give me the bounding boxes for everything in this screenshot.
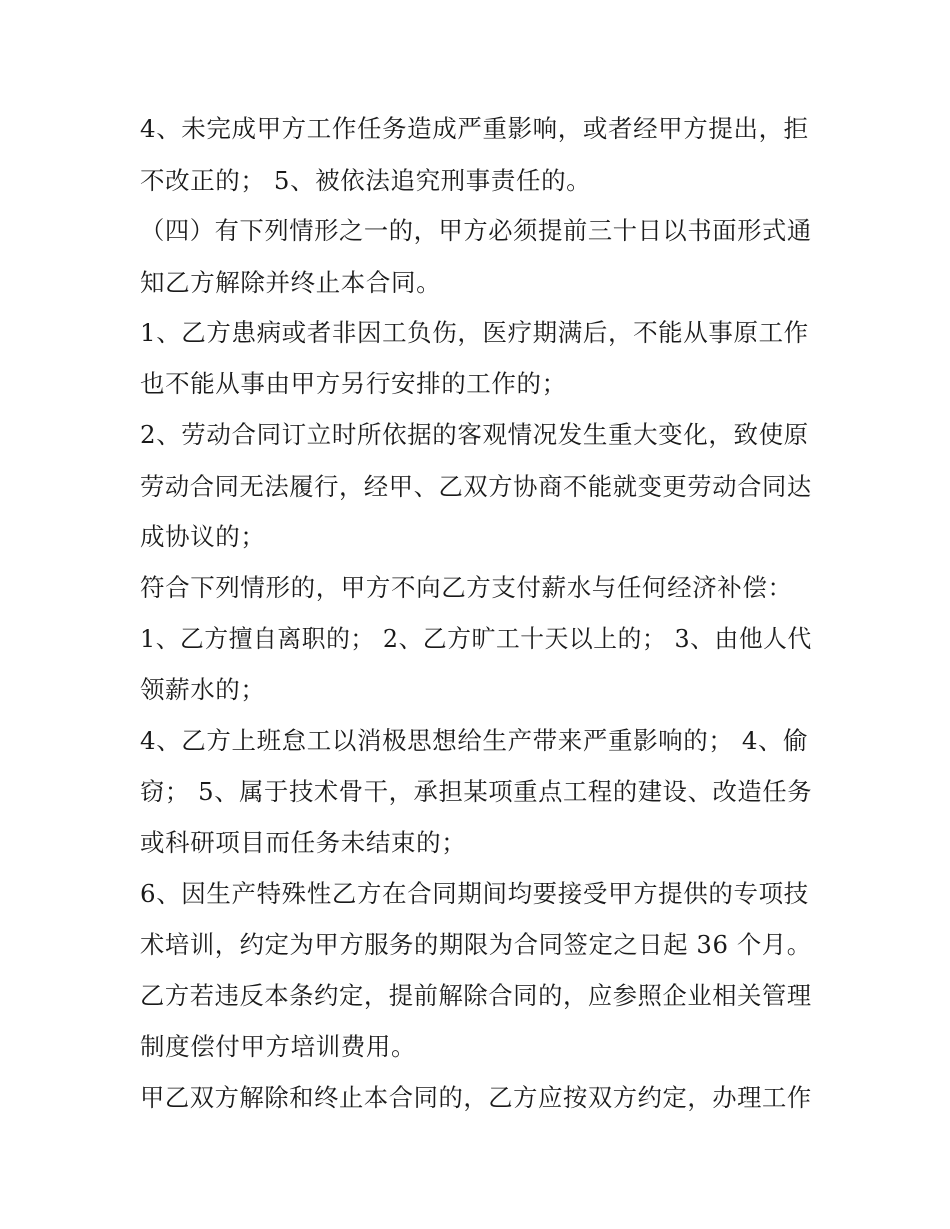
text-line: 不改正的； 5、被依法追究刑事责任的。 [140, 166, 592, 195]
text-line: 6、因生产特殊性乙方在合同期间均要接受甲方提供的专项技 [140, 879, 809, 908]
text-line: 2、劳动合同订立时所依据的客观情况发生重大变化，致使原 [140, 420, 809, 449]
text-line: 甲乙双方解除和终止本合同的，乙方应按双方约定，办理工作 [140, 1083, 812, 1112]
text-line: 1、乙方擅自离职的； 2、乙方旷工十天以上的； 3、由他人代 [140, 624, 812, 653]
text-line: 窃； 5、属于技术骨干，承担某项重点工程的建设、改造任务 [140, 777, 813, 806]
text-line: 也不能从事由甲方另行安排的工作的； [140, 369, 567, 398]
text-line: 或科研项目而任务未结束的； [140, 828, 467, 857]
text-line: 乙方若违反本条约定，提前解除合同的，应参照企业相关管理 [140, 981, 812, 1010]
text-line: 4、未完成甲方工作任务造成严重影响，或者经甲方提出，拒 [140, 114, 809, 143]
text-line: 4、乙方上班怠工以消极思想给生产带来严重影响的； 4、偷 [140, 726, 809, 755]
text-line: 知乙方解除并终止本合同。 [140, 268, 442, 297]
text-line: 1、乙方患病或者非因工负伤，医疗期满后，不能从事原工作 [140, 318, 809, 347]
text-line: 劳动合同无法履行，经甲、乙双方协商不能就变更劳动合同达 [140, 472, 812, 501]
text-line: （四）有下列情形之一的，甲方必须提前三十日以书面形式通 [140, 216, 812, 245]
text-line: 制度偿付甲方培训费用。 [140, 1032, 417, 1061]
text-line: 符合下列情形的，甲方不向乙方支付薪水与任何经济补偿： [140, 573, 793, 602]
text-line: 成协议的； [140, 522, 266, 551]
text-line: 领薪水的； [140, 675, 266, 704]
text-line: 术培训，约定为甲方服务的期限为合同签定之日起 36 个月。 [140, 930, 812, 959]
